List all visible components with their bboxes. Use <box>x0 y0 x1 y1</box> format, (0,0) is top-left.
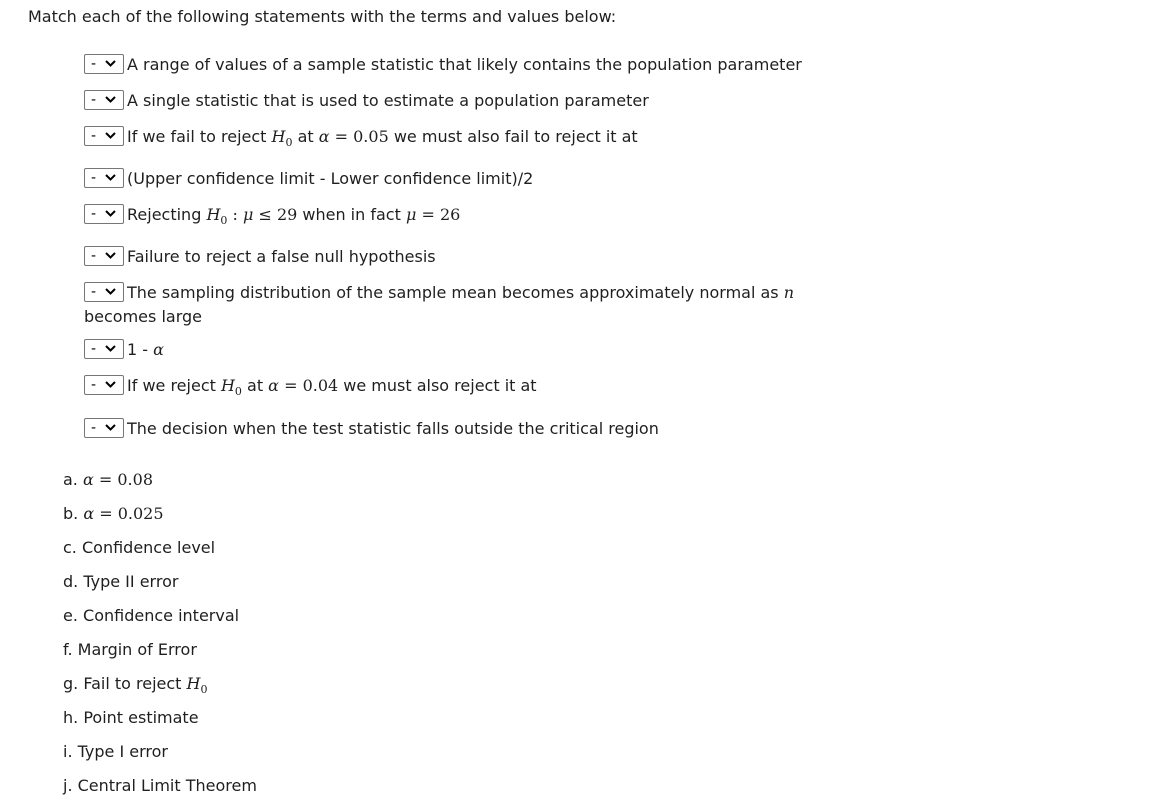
option-item <box>63 604 257 638</box>
math-subscript: 0 <box>200 683 208 697</box>
option-letter: f. <box>63 640 73 659</box>
option-item: a. α = 0.08 <box>63 470 153 489</box>
math-subscript: 0 <box>220 214 228 228</box>
option-list <box>63 468 257 808</box>
math-number: 0.08 <box>117 470 153 489</box>
option-text: Type II error <box>83 572 179 591</box>
statement-row <box>84 374 844 404</box>
option-text: Central Limit Theorem <box>77 776 257 795</box>
statement-text: A single statistic that is used to estimate a population parameter <box>127 91 649 110</box>
math-symbol: α <box>318 127 330 146</box>
option-letter: j. <box>63 776 73 795</box>
statement-text: 1 - α <box>127 340 164 360</box>
option-letter: h. <box>63 708 79 727</box>
option-item <box>63 638 257 672</box>
option-item: b. α = 0.025 <box>63 504 164 523</box>
math-symbol: α <box>83 504 95 523</box>
math-symbol: H <box>220 376 235 396</box>
option-letter: d. <box>63 572 79 591</box>
option-item <box>63 570 257 604</box>
option-letter: i. <box>63 742 73 761</box>
chevron-down-icon <box>105 252 116 259</box>
math-symbol: H <box>206 205 221 225</box>
option-letter: c. <box>63 538 77 557</box>
math-number: 29 <box>276 205 298 225</box>
math-symbol: n <box>783 283 795 303</box>
option-item <box>63 774 257 808</box>
math-subscript: 0 <box>234 385 242 399</box>
match-select[interactable]: - <box>84 246 124 266</box>
statement-row <box>84 281 844 329</box>
match-select[interactable]: - <box>84 54 124 74</box>
match-select[interactable]: - <box>84 90 124 110</box>
option-item <box>63 706 257 740</box>
statement-text: Failure to reject a false null hypothesis <box>127 247 436 267</box>
statement-text: If we reject $H_0$ at α = 0.04 we must also reject it at <box>127 376 537 399</box>
chevron-down-icon <box>105 96 116 103</box>
chevron-down-icon <box>105 210 116 217</box>
statement-text: A range of values of a sample statistic that likely contains the population parameter <box>127 55 802 74</box>
match-select[interactable]: - <box>84 282 124 302</box>
statement-row <box>84 167 844 191</box>
chevron-down-icon <box>105 60 116 67</box>
math-symbol: α <box>268 376 279 396</box>
option-text: Point estimate <box>83 708 199 727</box>
math-symbol: μ <box>242 205 254 225</box>
math-symbol: α <box>82 470 94 489</box>
math-number: 0.025 <box>117 504 164 523</box>
math-symbol: H <box>186 674 201 693</box>
statement-text: The decision when the test statistic falls outside the critical region <box>127 418 659 438</box>
chevron-down-icon <box>105 424 116 431</box>
chevron-down-icon <box>105 345 116 352</box>
math-symbol: μ <box>405 205 417 225</box>
chevron-down-icon <box>105 288 116 295</box>
statement-row <box>84 417 844 441</box>
question-prompt: Match each of the following statements with the terms and values below: <box>28 7 617 26</box>
option-text: Type I error <box>77 742 168 761</box>
math-number: 0.04 <box>302 376 339 396</box>
option-text: Margin of Error <box>77 640 197 659</box>
math-symbol: H <box>271 127 286 146</box>
math-symbol: α <box>153 340 164 360</box>
statement-list <box>84 53 844 453</box>
math-number: 26 <box>439 205 461 225</box>
math-subscript: 0 <box>285 136 293 150</box>
match-select[interactable]: - <box>84 375 124 395</box>
statement-text: If we fail to reject $H_0$ at α = 0.05 we must also fail to reject it at <box>127 127 638 150</box>
chevron-down-icon <box>105 174 116 181</box>
statement-text: Rejecting $H_0$ : μ ≤ 29 when in fact μ = 26 <box>127 205 461 228</box>
match-select[interactable]: - <box>84 126 124 146</box>
option-letter: e. <box>63 606 78 625</box>
match-select[interactable]: - <box>84 339 124 359</box>
match-select[interactable]: - <box>84 168 124 188</box>
option-item <box>63 536 257 570</box>
statement-text: The sampling distribution of the sample mean becomes approximately normal as n becomes large <box>84 283 795 327</box>
option-item <box>63 672 257 706</box>
option-text: Confidence level <box>81 538 216 557</box>
statement-row <box>84 245 844 269</box>
math-number: 0.05 <box>353 127 389 146</box>
statement-row <box>84 53 844 77</box>
statement-text: (Upper confidence limit - Lower confidence limit)/2 <box>127 169 534 189</box>
option-letter: g. <box>63 674 79 693</box>
option-letter: b. <box>63 504 79 523</box>
chevron-down-icon <box>105 132 116 139</box>
statement-row <box>84 89 844 113</box>
chevron-down-icon <box>105 381 116 388</box>
match-select[interactable]: - <box>84 418 124 438</box>
statement-row <box>84 125 844 155</box>
option-letter: a. <box>63 470 78 489</box>
match-select[interactable]: - <box>84 204 124 224</box>
statement-row <box>84 338 844 362</box>
option-text: Confidence interval <box>83 606 240 625</box>
statement-row <box>84 203 844 233</box>
option-text: Fail to reject <box>83 674 187 693</box>
option-item <box>63 740 257 774</box>
